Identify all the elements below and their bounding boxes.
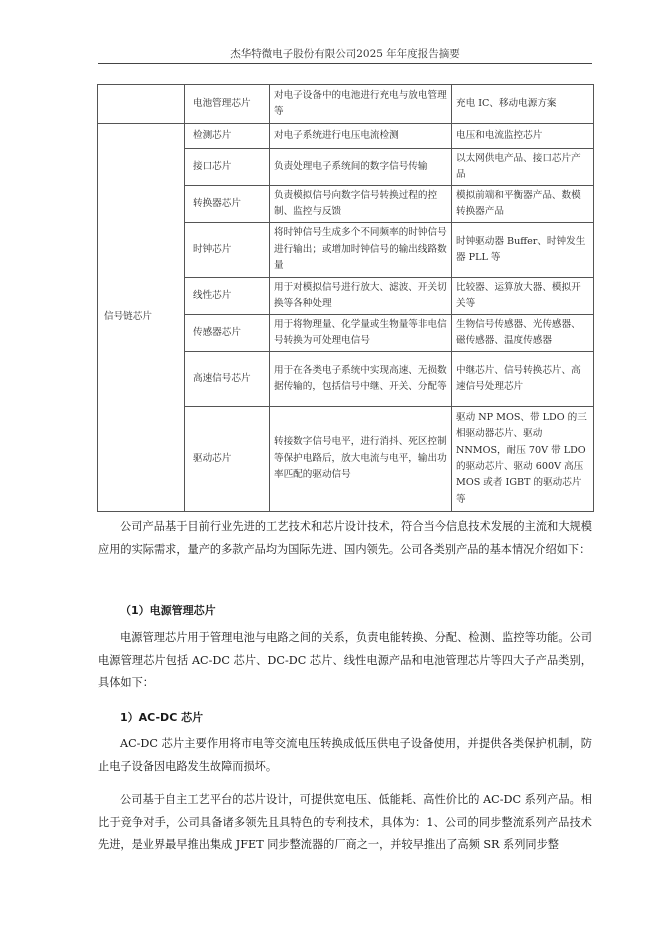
table-row — [98, 124, 594, 149]
chip-name-cell: 线性芯片 — [185, 278, 270, 315]
section-heading-power-management: （1）电源管理芯片 — [120, 604, 216, 617]
chip-name-cell: 高速信号芯片 — [185, 352, 270, 407]
subsection-heading-acdc: 1）AC-DC 芯片 — [120, 711, 204, 724]
description-cell: 对电子系统进行电压电流检测 — [270, 124, 452, 149]
description-cell: 负责模拟信号向数字信号转换过程的控制、监控与反馈 — [270, 186, 452, 223]
products-cell: 电压和电流监控芯片 — [452, 124, 594, 149]
description-cell: 转接数字信号电平，进行消抖、死区控制等保护电路后，放大电流与电平，输出功率匹配的驱动信号 — [270, 407, 452, 512]
products-cell: 驱动 NP MOS、带 LDO 的三相驱动器芯片、驱动 NNMOS，耐压 70V 带 LDO 的驱动芯片、驱动 600V 高压 MOS 或者 IGBT 的驱动芯片等 — [452, 407, 594, 512]
description-cell: 用于在各类电子系统中实现高速、无损数据传输的，包括信号中继、开关、分配等 — [270, 352, 452, 407]
category-cell — [98, 85, 185, 124]
description-cell: 负责处理电子系统间的数字信号传输 — [270, 149, 452, 186]
chip-name-cell: 转换器芯片 — [185, 186, 270, 223]
products-cell: 充电 IC、移动电源方案 — [452, 85, 594, 124]
chip-name-cell: 时钟芯片 — [185, 223, 270, 278]
products-cell: 时钟驱动器 Buffer、时钟发生器 PLL 等 — [452, 223, 594, 278]
chip-name-cell: 检测芯片 — [185, 124, 270, 149]
chip-name-cell: 接口芯片 — [185, 149, 270, 186]
product-table — [97, 84, 594, 512]
chip-name-cell: 电池管理芯片 — [185, 85, 270, 124]
products-cell: 以太网供电产品、接口芯片产品 — [452, 149, 594, 186]
chip-name-cell: 传感器芯片 — [185, 315, 270, 352]
table-row — [98, 85, 594, 124]
page-header: 杰华特微电子股份有限公司2025 年年度报告摘要 — [230, 48, 460, 60]
products-cell: 比较器、运算放大器、模拟开关等 — [452, 278, 594, 315]
products-cell: 中继芯片、信号转换芯片、高速信号处理芯片 — [452, 352, 594, 407]
acdc-paragraph-2: 公司基于自主工艺平台的芯片设计，可提供宽电压、低能耗、高性价比的 AC-DC 系列产品。相比于竞争对手，公司具备诸多领先且具特色的专利技术，具体为：1、公司的同步整流系列产品技术先进，是业界最早推出集成 JFET 同步整流器的厂商之一，并较早推出了高频 SR 系列同步整 — [98, 793, 592, 851]
category-cell: 信号链芯片 — [98, 124, 185, 512]
description-cell: 将时钟信号生成多个不同频率的时钟信号进行输出；或增加时钟信号的输出线路数量 — [270, 223, 452, 278]
chip-name-cell: 驱动芯片 — [185, 407, 270, 512]
header-divider — [98, 63, 592, 64]
intro-paragraph: 公司产品基于目前行业先进的工艺技术和芯片设计技术，符合当今信息技术发展的主流和大规模应用的实际需求，量产的多款产品均为国际先进、国内领先。公司各类别产品的基本情况介绍如下： — [98, 520, 592, 556]
description-cell: 用于对模拟信号进行放大、滤波、开关切换等各种处理 — [270, 278, 452, 315]
description-cell: 对电子设备中的电池进行充电与放电管理等 — [270, 85, 452, 124]
description-cell: 用于将物理量、化学量或生物量等非电信号转换为可处理电信号 — [270, 315, 452, 352]
products-cell: 模拟前端和平衡器产品、数模转换器产品 — [452, 186, 594, 223]
acdc-paragraph-1: AC-DC 芯片主要作用将市电等交流电压转换成低压供电子设备使用，并提供各类保护机制，防止电子设备因电路发生故障而损坏。 — [98, 737, 592, 773]
power-management-paragraph: 电源管理芯片用于管理电池与电路之间的关系，负责电能转换、分配、检测、监控等功能。公司电源管理芯片包括 AC-DC 芯片、DC-DC 芯片、线性电源产品和电池管理芯片等四大子产品类别，具体如下： — [98, 631, 592, 689]
products-cell: 生物信号传感器、光传感器、磁传感器、温度传感器 — [452, 315, 594, 352]
